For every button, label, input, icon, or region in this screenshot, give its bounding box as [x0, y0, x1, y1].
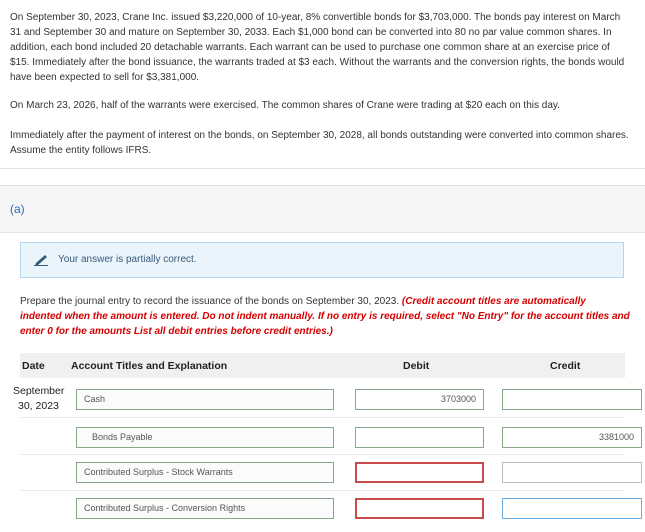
debit-input-1[interactable]: 3703000	[355, 389, 484, 410]
account-title-input-1[interactable]: Cash	[76, 389, 334, 410]
account-title-input-2[interactable]: Bonds Payable	[76, 427, 334, 448]
part-header	[0, 186, 645, 233]
credit-input-2[interactable]: 3381000	[502, 427, 642, 448]
header-date: Date	[22, 360, 45, 372]
header-credit: Credit	[550, 360, 581, 372]
answer-status-alert	[20, 242, 624, 278]
entry-date	[13, 384, 65, 414]
section-separator	[0, 169, 645, 186]
problem-paragraph-1: On September 30, 2023, Crane Inc. issued $3,220,000 of 10-year, 8% convertible bonds for $3,703,000. The bonds pay interest on March 31 and September 30 and mature on September 30, 2033. Each $1,000 bond can be converted into 80 no par value common shares. In addition, each bond included 20 detachable warrants. Each warrant can be used to purchase one common share at an exercise price of $15. Immediately after the bond issuance, the warrants traded at $3 each. Without the warrants and the conversion rights, the bonds would have been expected to sell for $3,381,000.	[10, 12, 625, 83]
account-title-input-3[interactable]: Contributed Surplus - Stock Warrants	[76, 462, 334, 483]
row-divider	[20, 490, 625, 491]
credit-input-1[interactable]	[502, 389, 642, 410]
problem-paragraph-3: Immediately after the payment of interest on the bonds, on September 30, 2028, all bonds outstanding were converted into common shares. Assume the entity follows IFRS.	[10, 130, 629, 156]
alert-message: Your answer is partially correct.	[58, 254, 197, 265]
part-label: (a)	[10, 202, 25, 216]
credit-input-4[interactable]	[502, 498, 642, 519]
debit-input-2[interactable]	[355, 427, 484, 448]
instructions	[20, 294, 630, 339]
account-title-input-4[interactable]: Contributed Surplus - Conversion Rights	[76, 498, 334, 519]
debit-input-3[interactable]	[355, 462, 484, 483]
instructions-text: Prepare the journal entry to record the issuance of the bonds on September 30, 2023.	[20, 296, 402, 307]
credit-input-3[interactable]	[502, 462, 642, 483]
instructions-note: (Credit account titles are automatically indented when the amount is entered. Do not indent manually. If no entry is required, select "No Entry" for the account titles and enter 0 for the amounts List all debit entries before credit entries.)	[20, 296, 630, 337]
header-account: Account Titles and Explanation	[71, 360, 228, 372]
row-divider	[20, 417, 625, 418]
journal-table-header	[20, 353, 625, 378]
row-divider	[20, 454, 625, 455]
pencil-icon	[33, 254, 49, 266]
problem-statement	[0, 0, 645, 169]
entry-date-line-2: 30, 2023	[18, 400, 59, 412]
debit-input-4[interactable]	[355, 498, 484, 519]
entry-date-line-1: September	[13, 385, 65, 397]
problem-paragraph-2: On March 23, 2026, half of the warrants were exercised. The common shares of Crane were trading at $20 each on this day.	[10, 100, 560, 111]
header-debit: Debit	[403, 360, 430, 372]
